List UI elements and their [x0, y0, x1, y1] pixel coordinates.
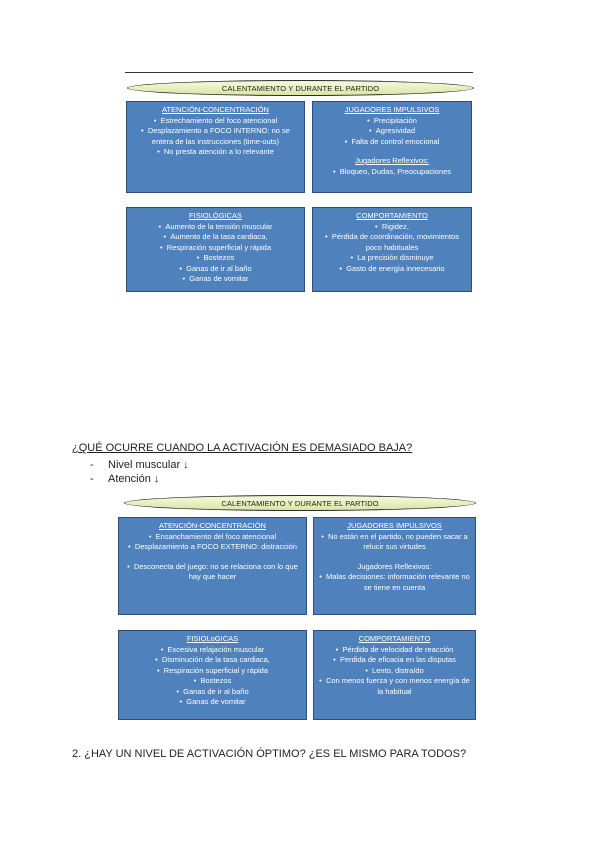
- box-title: JUGADORES IMPULSIVOS: [344, 105, 440, 114]
- box-comportamiento-1: [312, 207, 472, 292]
- list-item: • Aumento de la tensión muscular: [131, 222, 300, 233]
- box-fisiologicas-1: [126, 207, 305, 292]
- banner-section-2: CALENTAMIENTO Y DURANTE EL PARTIDO: [124, 495, 476, 511]
- box-subtitle: Jugadores Reflexivos:: [357, 561, 432, 571]
- box-title: COMPORTAMIENTO: [356, 211, 428, 220]
- question-low-activation: ¿QUÉ OCURRE CUANDO LA ACTIVACIÓN ES DEMASIADO BAJA?: [72, 442, 413, 454]
- box-comportamiento-2: [313, 630, 476, 720]
- list-item: • Ganas de ir al baño: [131, 264, 300, 275]
- list-item: • Falta de control emocional: [317, 137, 467, 148]
- list-item: • No están en el partido, no pueden sacar a relucir sus virtudes: [318, 532, 471, 553]
- list-item: • Ganas de vomitar: [131, 274, 300, 285]
- list-item: • Respiración superficial y rápida: [123, 666, 302, 677]
- list-item: • Desplazamiento a FOCO EXTERNO: distracción: [123, 542, 302, 553]
- box-title: JUGADORES IMPULSIVOS: [347, 521, 442, 530]
- box-impulsivos-2: [313, 517, 476, 615]
- list-item: • Gasto de energía innecesario: [317, 264, 467, 275]
- list-item: • Aumento de la tasa cardiaca,: [131, 232, 300, 243]
- list-item: • Rigidez,: [317, 222, 467, 233]
- list-item: • Ganas de vomitar: [123, 697, 302, 708]
- box-impulsivos-1: [312, 101, 472, 193]
- list-item: • Malas decisiones: información relevante no se tiene en cuenta: [318, 572, 471, 593]
- list-item: • Excesiva relajación muscular: [123, 645, 302, 656]
- list-item: • Respiración superficial y rápida: [131, 243, 300, 254]
- list-item: • Con menos fuerza y con menos energía de la habitual: [318, 676, 471, 697]
- list-item: • Bloqueo, Dudas, Preocupaciones: [317, 167, 467, 178]
- list-item: • Ganas de ir al baño: [123, 687, 302, 698]
- list-item: • Ensanchamiento del foco atencional: [123, 532, 302, 543]
- box-subtitle: Jugadores Reflexivos:: [355, 156, 429, 165]
- list-item: • No presta atención a lo relevante: [131, 147, 300, 158]
- list-item: • Disminución de la tasa cardiaca,: [123, 655, 302, 666]
- box-title: ATENCIÓN-CONCENTRACIÓN: [159, 521, 266, 530]
- list-item: • Perdida de eficacia en las disputas: [318, 655, 471, 666]
- box-title: FISIOLÓGICAS: [189, 211, 242, 220]
- list-item: • Agresividad: [317, 126, 467, 137]
- list-item: • Precipitación: [317, 116, 467, 127]
- box-fisiologicas-2: [118, 630, 307, 720]
- list-item: • Pérdida de coordinación, movimientos poco habituales: [317, 232, 467, 253]
- box-atencion-2: [118, 517, 307, 615]
- list-item: • Pérdida de velocidad de reacción: [318, 645, 471, 656]
- box-atencion-1: [126, 101, 305, 193]
- list-item: • Lento, distraído: [318, 666, 471, 677]
- box-title: FISIOLoGICAS: [186, 634, 239, 643]
- top-rule: [125, 72, 473, 73]
- list-item: • Estrechamiento del foco atencional: [131, 116, 300, 127]
- list-item: • Bostezos: [131, 253, 300, 264]
- question-optimal-activation: 2. ¿HAY UN NIVEL DE ACTIVACIÓN ÓPTIMO? ¿ES EL MISMO PARA TODOS?: [72, 748, 467, 760]
- list-item: • Desconecta del juego: no se relaciona con lo que hay que hacer: [123, 562, 302, 583]
- banner-section-1: CALENTAMIENTO Y DURANTE EL PARTIDO: [127, 80, 474, 96]
- list-item: • Bostezos: [123, 676, 302, 687]
- box-title: COMPORTAMIENTO: [358, 634, 431, 643]
- bullet-list: [90, 458, 189, 486]
- list-item: • Desplazamiento a FOCO INTERNO: no se entera de las instrucciones (time-outs): [131, 126, 300, 147]
- list-item: - Nivel muscular ↓: [90, 459, 189, 471]
- box-title: ATENCIÓN-CONCENTRACIÓN: [162, 105, 269, 114]
- list-item: - Atención ↓: [90, 473, 160, 485]
- list-item: • La precisión disminuye: [317, 253, 467, 264]
